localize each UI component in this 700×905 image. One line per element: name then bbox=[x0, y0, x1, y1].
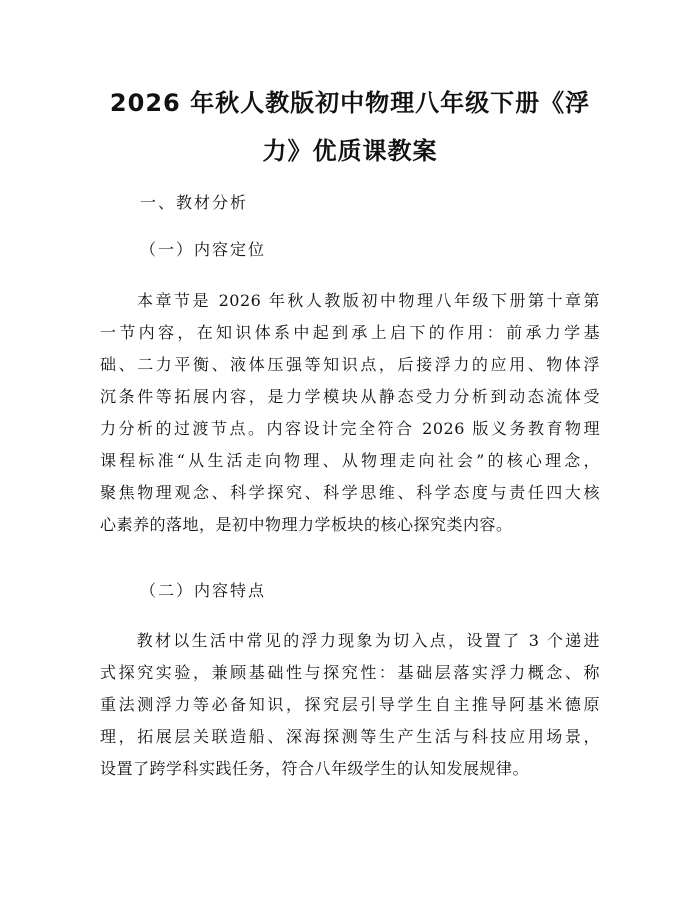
paragraph-line: 式探究实验，兼顾基础性与探究性：基础层落实浮力概念、称 bbox=[100, 663, 600, 682]
subsection-heading-content-positioning: （一）内容定位 bbox=[140, 240, 267, 259]
paragraph-line: 本章节是 2026 年秋人教版初中物理八年级下册第十章第 bbox=[100, 291, 600, 310]
document-title-line-2: 力》优质课教案 bbox=[262, 137, 438, 165]
paragraph-line: 础、二力平衡、液体压强等知识点，后接浮力的应用、物体浮 bbox=[100, 355, 600, 374]
paragraph-line: 一节内容，在知识体系中起到承上启下的作用：前承力学基 bbox=[100, 323, 600, 342]
paragraph-line: 沉条件等拓展内容，是力学模块从静态受力分析到动态流体受 bbox=[100, 387, 600, 406]
paragraph-line: 教材以生活中常见的浮力现象为切入点，设置了 3 个递进 bbox=[100, 631, 600, 650]
paragraph-line: 重法测浮力等必备知识，探究层引导学生自主推导阿基米德原 bbox=[100, 695, 600, 714]
paragraph-content-features bbox=[100, 625, 600, 785]
section-heading-textbook-analysis: 一、教材分析 bbox=[140, 193, 249, 212]
paragraph-line: 聚焦物理观念、科学探究、科学思维、科学态度与责任四大核 bbox=[100, 483, 600, 502]
paragraph-line: 理，拓展层关联造船、深海探测等生产生活与科技应用场景， bbox=[100, 727, 600, 746]
paragraph-line: 课程标准“从生活走向物理、从物理走向社会”的核心理念， bbox=[100, 451, 600, 470]
paragraph-line: 力分析的过渡节点。内容设计完全符合 2026 版义务教育物理 bbox=[100, 419, 600, 438]
subsection-heading-content-features: （二）内容特点 bbox=[140, 581, 267, 600]
paragraph-content-positioning bbox=[100, 285, 600, 541]
paragraph-line: 心素养的落地，是初中物理力学板块的核心探究类内容。 bbox=[100, 515, 513, 534]
document-title-line-1: 2026 年秋人教版初中物理八年级下册《浮 bbox=[109, 89, 591, 117]
paragraph-line: 设置了跨学科实践任务，符合八年级学生的认知发展规律。 bbox=[100, 759, 530, 778]
